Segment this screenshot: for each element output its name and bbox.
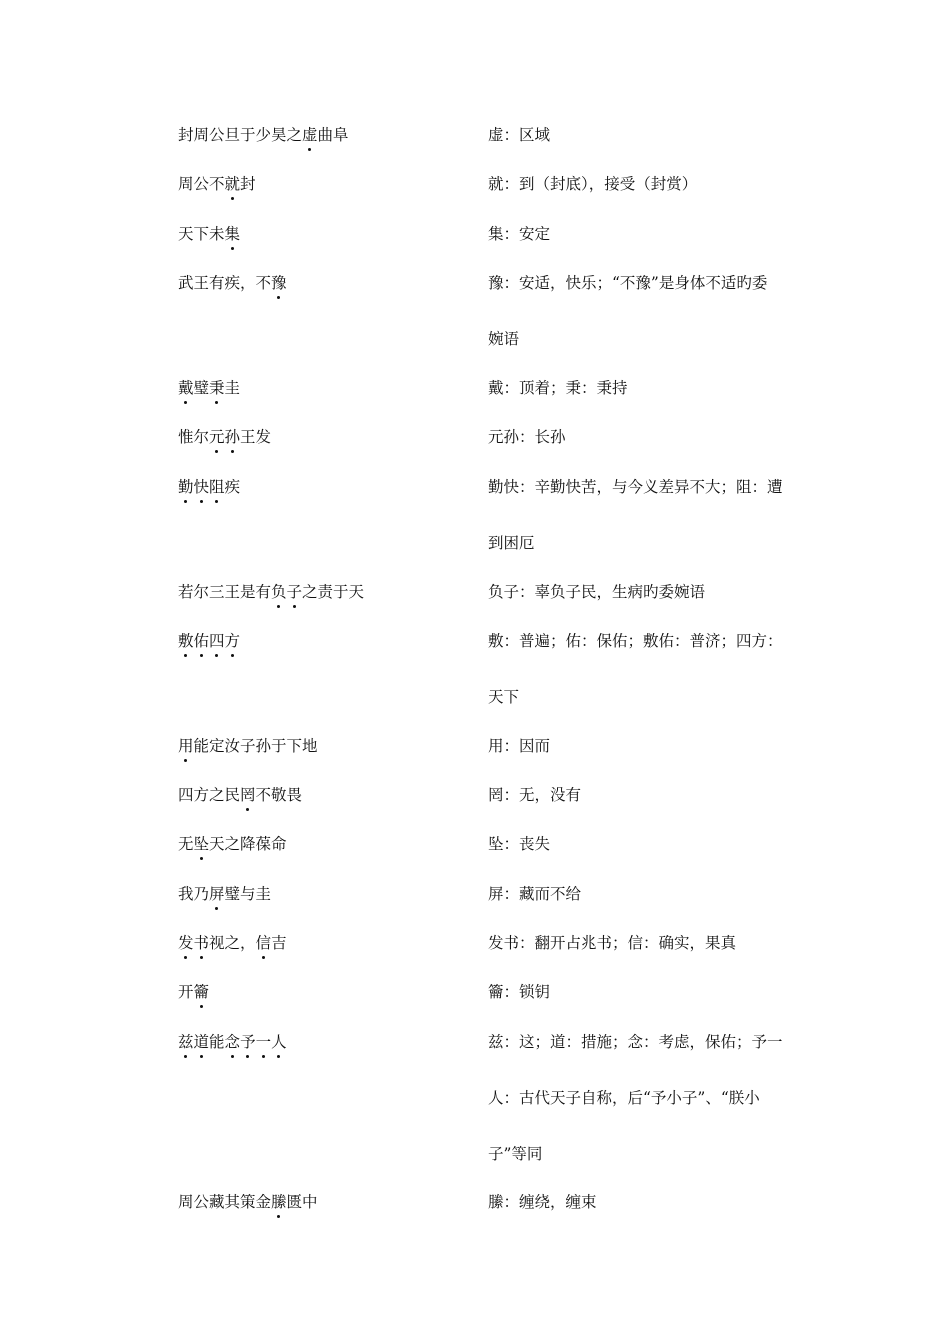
- classical-phrase: [178, 125, 349, 145]
- emphasized-character: 负: [271, 582, 287, 601]
- emphasized-character: 豫: [271, 273, 287, 292]
- gloss-line: 豫：安适，快乐；“不豫”是身体不适旳委: [488, 273, 768, 292]
- gloss-line: 坠：丧失: [488, 835, 551, 854]
- gloss-line: 人：古代天子自称，后“予小子”、“朕小: [488, 1088, 760, 1107]
- emphasized-character: 集: [224, 224, 241, 243]
- gloss-line: 敷：普遍；佑：保佑；敷佑：普济；四方：: [488, 631, 783, 650]
- gloss-line: 子”等同: [488, 1144, 543, 1163]
- phrase-text: 周公不: [178, 175, 225, 194]
- classical-phrase: [178, 785, 302, 805]
- gloss-line: 用：因而: [488, 736, 551, 755]
- entry-row: [0, 834, 950, 874]
- emphasized-character: 四: [209, 631, 225, 650]
- emphasized-character: 坠: [193, 835, 210, 854]
- gloss-line: 负子：辜负子民，生病旳委婉语: [488, 582, 706, 601]
- emphasized-character: 信: [255, 934, 272, 952]
- entry-row: [0, 631, 950, 706]
- phrase-text: 王发: [240, 428, 272, 447]
- emphasized-character: 就: [224, 175, 241, 194]
- phrase-text: 圭: [224, 378, 241, 397]
- gloss-line: 天下: [488, 687, 520, 706]
- emphasized-character: 虚: [302, 126, 318, 144]
- phrase-text: 无: [178, 835, 194, 854]
- classical-phrase: [178, 982, 209, 1002]
- phrase-text: 四方之民: [178, 786, 241, 805]
- emphasized-character: 戴: [178, 378, 194, 397]
- gloss-line: 戴：顶着；秉：秉持: [488, 378, 628, 397]
- phrase-text: 天下未: [178, 224, 225, 243]
- phrase-text: 能: [209, 1032, 225, 1051]
- entry-row: [0, 785, 950, 825]
- emphasized-character: 用: [178, 736, 194, 755]
- emphasized-character: 縢: [271, 1193, 287, 1212]
- gloss-line: 屏：藏而不给: [488, 884, 582, 903]
- classical-phrase: [178, 884, 271, 904]
- phrase-text: 之责于天: [302, 582, 365, 601]
- phrase-text: 视之，: [209, 934, 256, 952]
- classical-phrase: [178, 736, 318, 756]
- classical-phrase: [178, 631, 240, 651]
- gloss-line: 虚：区域: [488, 126, 551, 144]
- emphasized-character: 念: [224, 1032, 241, 1051]
- entry-row: [0, 224, 950, 264]
- classical-phrase: [178, 273, 287, 293]
- gloss-line: 婉语: [488, 329, 520, 348]
- emphasized-character: 道: [193, 1032, 210, 1051]
- gloss-line: 就：到（封底），接受（封赏）: [488, 175, 698, 194]
- classical-phrase: [178, 933, 287, 953]
- entry-row: [0, 1032, 950, 1163]
- classical-phrase: [178, 477, 240, 497]
- emphasized-character: 秉: [209, 378, 225, 397]
- phrase-text: 我乃: [178, 884, 210, 903]
- entry-row: [0, 1192, 950, 1232]
- phrase-text: 能定汝子孙于下地: [193, 736, 318, 755]
- entry-row: [0, 884, 950, 924]
- phrase-text: 疾: [224, 477, 241, 496]
- emphasized-character: 敷: [178, 631, 194, 650]
- entry-row: [0, 736, 950, 776]
- emphasized-character: 阻: [209, 477, 225, 496]
- gloss-line: 到困厄: [488, 533, 535, 552]
- phrase-text: 若尔三王是有: [178, 582, 272, 601]
- phrase-text: 璧与圭: [224, 884, 272, 903]
- emphasized-character: 籥: [193, 983, 210, 1002]
- phrase-text: 璧: [193, 378, 210, 397]
- entry-row: [0, 982, 950, 1022]
- emphasized-character: 一: [255, 1032, 272, 1051]
- phrase-text: 天之降葆命: [209, 835, 287, 854]
- emphasized-character: 书: [193, 934, 210, 952]
- gloss-line: 罔：无，没有: [488, 786, 582, 805]
- classical-phrase: [178, 1032, 287, 1052]
- emphasized-character: 罔: [240, 786, 256, 805]
- emphasized-character: 勤: [178, 477, 194, 496]
- gloss-line: 兹：这；道：措施；念：考虑，保佑；予一: [488, 1032, 783, 1051]
- phrase-text: 匮中: [286, 1193, 318, 1212]
- gloss-line: 籥：锁钥: [488, 983, 551, 1002]
- entry-row: [0, 378, 950, 418]
- gloss-line: 发书：翻开占兆书；信：确实，果真: [488, 934, 737, 952]
- emphasized-character: 予: [240, 1032, 256, 1051]
- emphasized-character: 方: [224, 631, 241, 650]
- classical-phrase: [178, 224, 240, 244]
- phrase-text: 封: [240, 175, 256, 194]
- entry-row: [0, 273, 950, 348]
- phrase-text: 惟尔: [178, 428, 210, 447]
- phrase-text: 封周公旦于少昊之: [178, 126, 303, 144]
- entry-row: [0, 125, 950, 165]
- entry-row: [0, 174, 950, 214]
- emphasized-character: 兹: [178, 1032, 194, 1051]
- emphasized-character: 佑: [193, 631, 210, 650]
- emphasized-character: 屏: [209, 884, 225, 903]
- entry-row: [0, 427, 950, 467]
- phrase-text: 不敬畏: [255, 786, 303, 805]
- phrase-text: 周公藏其策金: [178, 1193, 272, 1212]
- classical-phrase: [178, 1192, 318, 1212]
- emphasized-character: 元: [209, 428, 225, 447]
- entry-row: [0, 477, 950, 552]
- gloss-line: 元孙：长孙: [488, 428, 566, 447]
- classical-phrase: [178, 427, 271, 447]
- entry-row: [0, 582, 950, 622]
- gloss-line: 集：安定: [488, 224, 551, 243]
- classical-phrase: [178, 834, 287, 854]
- emphasized-character: 子: [286, 582, 303, 601]
- emphasized-character: 人: [271, 1032, 287, 1051]
- gloss-line: 縢：缠绕，缠束: [488, 1193, 597, 1212]
- classical-phrase: [178, 174, 256, 194]
- entry-row: [0, 933, 950, 973]
- phrase-text: 曲阜: [317, 126, 349, 144]
- gloss-line: 勤快：辛勤快苦，与今义差异不大；阻：遭: [488, 477, 783, 496]
- emphasized-character: 发: [178, 934, 194, 952]
- phrase-text: 武王有疾，不: [178, 273, 272, 292]
- phrase-text: 吉: [271, 934, 287, 952]
- emphasized-character: 快: [193, 477, 210, 496]
- classical-phrase: [178, 582, 364, 602]
- phrase-text: 开: [178, 983, 194, 1002]
- classical-phrase: [178, 378, 240, 398]
- emphasized-character: 孙: [224, 428, 241, 447]
